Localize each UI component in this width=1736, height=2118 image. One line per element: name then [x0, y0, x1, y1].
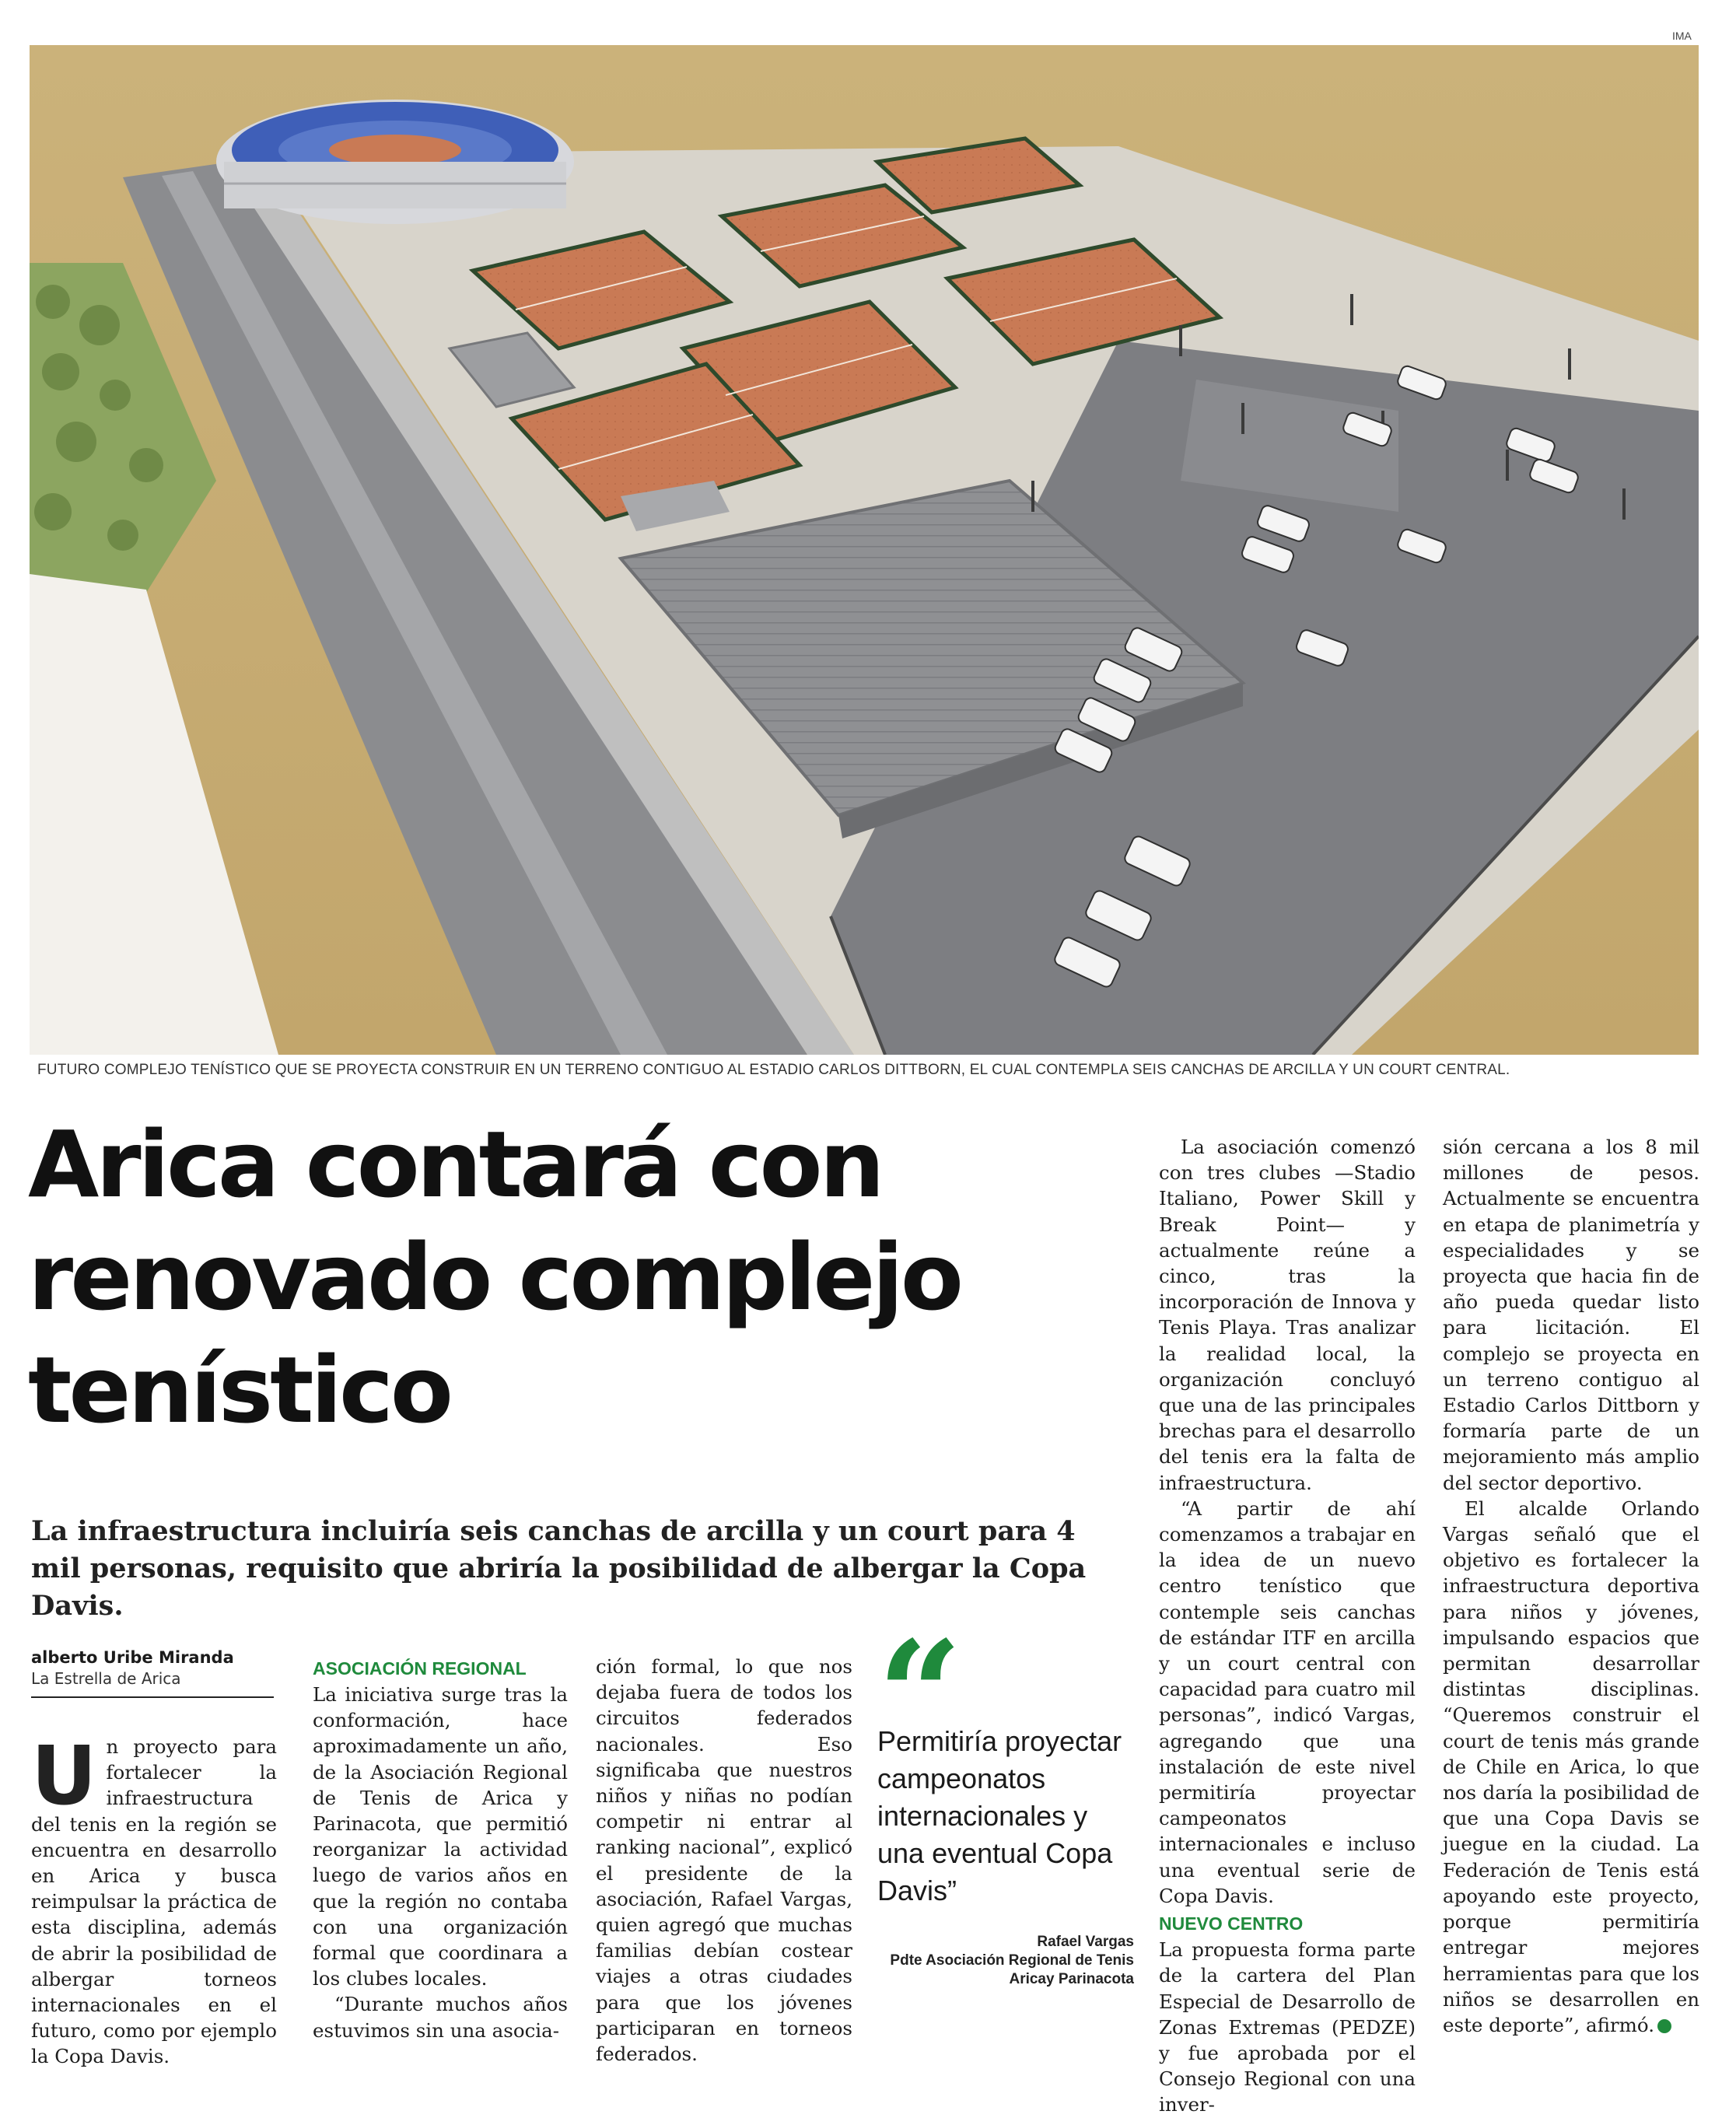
byline-outlet: La Estrella de Arica	[31, 1669, 181, 1688]
quote-mark-icon	[877, 1637, 1134, 1723]
paragraph: ción formal, lo que nos dejaba fuera de todos los circuitos federados nacionales. Eso significaba que nuestros niños y niñas no podían competir ni entrar al ranking nacional”, explicó el presidente de la asociación, Rafael Vargas, quien agregó que muchas familias debían costear viajes a otras ciudades para que los jóvenes participaran en torneos federados.	[596, 1655, 852, 2066]
byline-divider	[31, 1696, 274, 1698]
paragraph: “Durante muchos años estuvimos sin una asocia-	[313, 1993, 568, 2042]
byline-author: alberto Uribe Miranda	[31, 1648, 234, 1667]
paragraph: sión cercana a los 8 mil millones de pesos. Actualmente se encuentra en etapa de planimetría y especialidades y se proyecta que hacia fin de año pueda quedar listo para licitación. El complejo se proyecta en un terreno contiguo al Estadio Carlos Dittborn y formaría parte de un mejoramiento más amplio del sector deportivo.	[1443, 1136, 1699, 1494]
paragraph	[1443, 1496, 1699, 2038]
complex-rendering-illustration	[30, 45, 1699, 1055]
complex-rendering	[30, 45, 1699, 1055]
end-mark-icon	[1657, 2019, 1671, 2033]
article-column-3	[596, 1654, 852, 2067]
paragraph: La iniciativa surge tras la conformación, hace aproximadamente un año, de la Asociación Regional de Tenis de Arica y Parinacota, que permitió reorganizar la actividad luego de varios años en que la región no contaba con una organización formal que coordinara a los clubes locales.	[313, 1683, 568, 1990]
subhead-asociacion-regional: ASOCIACIÓN REGIONAL	[313, 1658, 527, 1679]
article-column-1	[31, 1728, 277, 2070]
article-column-2	[313, 1654, 568, 2043]
byline	[31, 1647, 274, 1698]
paragraph: La asociación comenzó con tres clubes —Stadio Italiano, Power Skill y Break Point— y actualmente reúne a cinco, tras la incorporación de Innova y Tenis Playa. Tras analizar la realidad local, la organización concluyó que una de las principales brechas para el desarrollo del tenis era la falta de infraestructura.	[1159, 1136, 1416, 1494]
photo-credit: IMA	[1672, 30, 1692, 42]
article-column-4	[1159, 1134, 1416, 2118]
subhead-nuevo-centro: NUEVO CENTRO	[1159, 1913, 1304, 1934]
photo-caption: FUTURO COMPLEJO TENÍSTICO QUE SE PROYECTA CONSTRUIR EN UN TERRENO CONTIGUO AL ESTADIO CARLOS DITTBORN, EL CUAL CONTEMPLA SEIS CANCHAS DE ARCILLA Y UN COURT CENTRAL.	[37, 1062, 1510, 1078]
pullquote	[877, 1637, 1134, 1989]
pullquote-text: Permitiría proyectar campeonatos internacionales y una eventual Copa Davis”	[877, 1725, 1122, 1906]
paragraph: “A partir de ahí comenzamos a trabajar en la idea de un nuevo centro tenístico que contemple seis canchas de estándar ITF en arcilla y un court central con capacidad para cuatro mil personas”, indicó Vargas, agregando que una instalación de este nivel permitiría proyectar campeonatos internacionales e incluso una eventual serie de Copa Davis.	[1159, 1497, 1416, 1907]
pullquote-attribution-role: Pdte Asociación Regional de Tenis Aricay Parinacota	[890, 1952, 1134, 1987]
paragraph: La propuesta forma parte de la cartera del Plan Especial de Desarrollo de Zonas Extremas (PEDZE) y fue aprobada por el Consejo Regional con una inver-	[1159, 1938, 1416, 2116]
article-column-5	[1443, 1134, 1699, 2038]
deck: La infraestructura incluiría seis canchas de arcilla y un court para 4 mil personas, requisito que abriría la posibilidad de albergar la Copa Davis.	[31, 1515, 1087, 1622]
headline: Arica contará con renovado complejo tenístico	[28, 1111, 961, 1444]
pullquote-attribution-name: Rafael Vargas	[1037, 1934, 1134, 1950]
drop-cap: U	[31, 1728, 97, 1823]
lead-paragraph	[31, 1728, 277, 2070]
lead-text: n proyecto para fortalecer la infraestructura del tenis en la región se encuentra en desarrollo en Arica y busca reimpulsar la práctica de esta disciplina, además de abrir la posibilidad de albergar torneos internacionales en el futuro, como por ejemplo la Copa Davis.	[31, 1735, 277, 2068]
closing-paragraph-text: El alcalde Orlando Vargas señaló que el objetivo es fortalecer la infraestructura deportiva para niños y jóvenes, impulsando espacios que permitan desarrollar distintas disciplinas. “Queremos construir el court de tenis más grande de Chile en Arica, lo que nos daría la posibilidad de que una Copa Davis se juegue en la ciudad. La Federación de Tenis está apoyando este proyecto, porque permitiría entregar mejores herramientas para que los niños se desarrollen en este deporte”, afirmó.	[1443, 1497, 1699, 2036]
